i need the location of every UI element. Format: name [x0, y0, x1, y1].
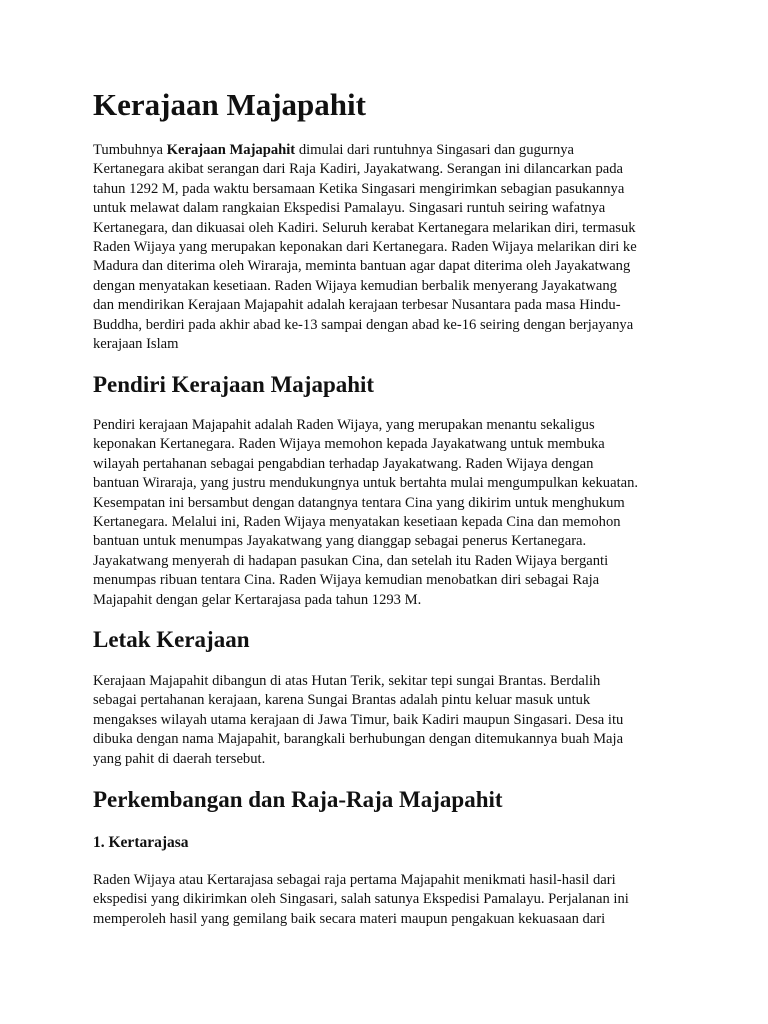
intro-line: untuk melawat dalam rangkaian Ekspedisi Pamalayu. Singasari runtuh seiring wafatnya	[93, 200, 606, 217]
founder-paragraph	[93, 416, 638, 610]
intro-paragraph	[93, 141, 637, 354]
location-line: Kerajaan Majapahit dibangun di atas Hutan Terik, sekitar tepi sungai Brantas. Berdalih	[93, 673, 601, 689]
location-line: mengakses wilayah utama kerajaan di Jawa Timur, baik Kadiri maupun Singasari. Desa itu	[93, 711, 624, 728]
development-line: memperoleh hasil yang gemilang baik secara materi maupun pengakuan kekuasaan dari	[93, 910, 606, 927]
development-line: ekspedisi yang dikirimkan oleh Singasari, salah satunya Ekspedisi Pamalayu. Perjalanan ini	[93, 891, 629, 908]
intro-line: dengan menyatakan kesetiaan. Raden Wijaya kemudian berbalik menyerang Jayakatwang	[93, 277, 617, 294]
founder-line: menumpas ribuan tentara Cina. Raden Wijaya kemudian menobatkan diri sebagai Raja	[93, 572, 600, 589]
location-paragraph	[93, 672, 623, 769]
intro-line: Madura dan diterima oleh Wiraraja, meminta bantuan agar dapat diterima oleh Jayakatwang	[93, 258, 631, 275]
founder-line: Kertanegara. Melalui ini, Raden Wijaya menyatakan kesetiaan kepada Cina dan memohon	[93, 514, 621, 531]
sub-heading-kertarajasa: 1. Kertarajasa	[93, 834, 189, 851]
intro-line: kerajaan Islam	[93, 336, 179, 353]
section-heading-location: Letak Kerajaan	[93, 627, 250, 652]
founder-line: Majapahit dengan gelar Kertarajasa pada tahun 1293 M.	[93, 591, 422, 608]
section-heading-founder: Pendiri Kerajaan Majapahit	[93, 372, 375, 397]
development-line: Raden Wijaya atau Kertarajasa sebagai raja pertama Majapahit menikmati hasil-hasil dari	[93, 872, 616, 888]
intro-line: tahun 1292 M, pada waktu bersamaan Ketika Singasari mengirimkan sebagian pasukannya	[93, 180, 625, 197]
founder-line: bantuan Wiraraja, yang justru mendukungnya untuk bertahta mulai mengumpulkan kekuatan.	[93, 475, 639, 492]
intro-line: Kertanegara akibat serangan dari Raja Kadiri, Jayakatwang. Serangan ini dilancarkan pada	[93, 161, 623, 178]
founder-line: Kesempatan ini bersambut dengan datangnya tentara Cina yang dikirim untuk menghukum	[93, 494, 625, 511]
founder-line: wilayah pertahanan sebagai pengabdian terhadap Jayakatwang. Raden Wijaya dengan	[93, 455, 594, 472]
location-line: dibuka dengan nama Majapahit, barangkali berhubungan dengan ditemukannya buah Maja	[93, 731, 624, 748]
intro-line: Kertanegara, dan dikuasai oleh Kadiri. Seluruh kerabat Kertanegara melarikan diri, termasuk	[93, 219, 636, 236]
intro-line: dan mendirikan Kerajaan Majapahit adalah kerajaan terbesar Nusantara pada masa Hindu-	[93, 297, 621, 314]
page-title: Kerajaan Majapahit	[93, 87, 366, 122]
intro-lead-rest: dimulai dari runtuhnya Singasari dan gugurnya	[295, 142, 575, 158]
intro-line: Raden Wijaya yang merupakan keponakan dari Kertanegara. Raden Wijaya melarikan diri ke	[93, 239, 637, 256]
founder-line: bantuan untuk menumpas Jayakatwang yang dianggap sebagai penerus Kertanegara.	[93, 533, 587, 550]
intro-line	[93, 141, 637, 160]
intro-line: Buddha, berdiri pada akhir abad ke-13 sampai dengan abad ke-16 seiring dengan berjayanya	[93, 316, 634, 333]
section-heading-development: Perkembangan dan Raja-Raja Majapahit	[93, 787, 503, 812]
location-line: sebagai pertahanan kerajaan, karena Sungai Brantas adalah pintu keluar masuk untuk	[93, 692, 591, 709]
founder-line: keponakan Kertanegara. Raden Wijaya memohon kepada Jayakatwang untuk membuka	[93, 436, 605, 453]
founder-line: Jayakatwang menyerah di hadapan pasukan Cina, dan setelah itu Raden Wijaya berganti	[93, 552, 609, 569]
intro-lead-text: Tumbuhnya	[93, 142, 167, 158]
development-paragraph	[93, 871, 629, 929]
intro-bold-term: Kerajaan Majapahit	[166, 142, 296, 158]
founder-line: Pendiri kerajaan Majapahit adalah Raden Wijaya, yang merupakan menantu sekaligus	[93, 417, 595, 433]
location-line: yang pahit di daerah tersebut.	[93, 750, 266, 767]
